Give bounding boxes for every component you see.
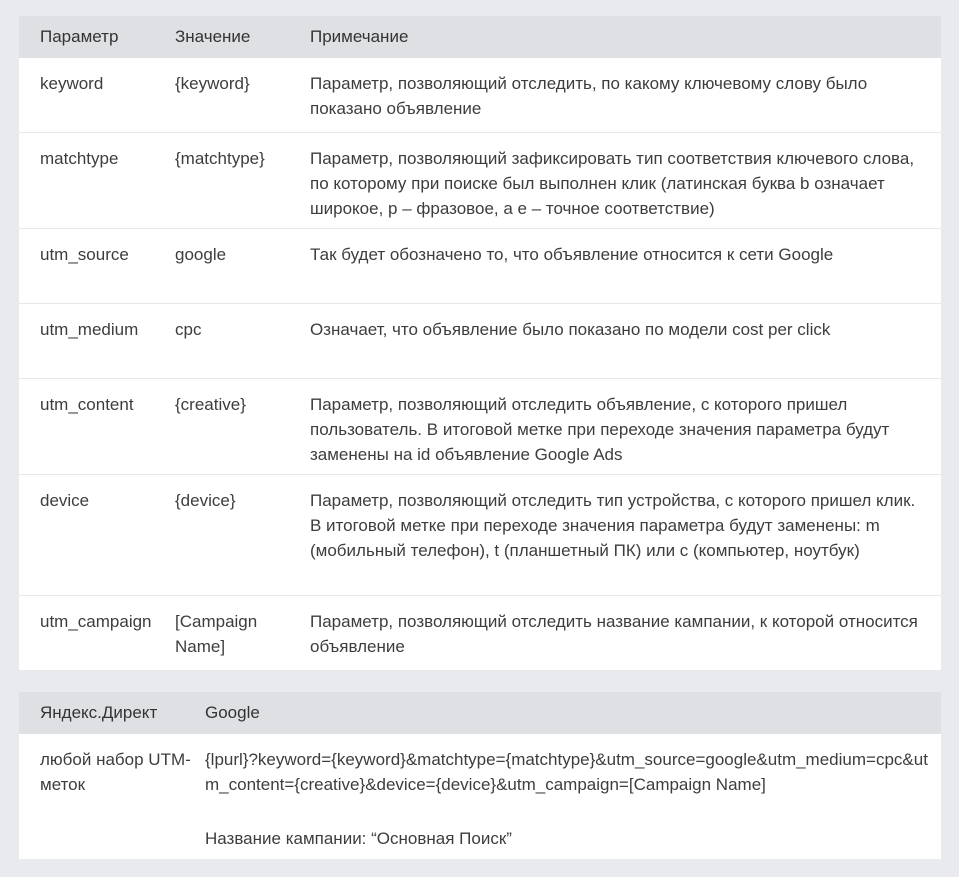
header-yandex: Яндекс.Директ bbox=[40, 703, 158, 722]
table-row bbox=[19, 379, 941, 475]
param-note: Параметр, позволяющий отследить объявление, с которого пришел пользователь. В итоговой метке при переходе значения параметра будут заменены на id объявление Google Ads bbox=[310, 395, 890, 464]
param-name: utm_campaign bbox=[40, 612, 152, 631]
param-value: cpc bbox=[175, 320, 202, 339]
table-row bbox=[19, 229, 941, 304]
param-value: {creative} bbox=[175, 395, 246, 414]
param-name: utm_source bbox=[40, 245, 129, 264]
table-row bbox=[19, 58, 941, 133]
param-note: Означает, что объявление было показано по модели cost per click bbox=[310, 320, 831, 339]
header-parameter: Параметр bbox=[40, 27, 119, 46]
google-tracking-url: {lpurl}?keyword={keyword}&matchtype={matchtype}&utm_source=google&utm_medium=cpc&utm_content={creative}&device={device}&utm_campaign=[Campaign Name] bbox=[205, 750, 928, 794]
table-row bbox=[19, 596, 941, 670]
header-google: Google bbox=[205, 703, 260, 722]
google-tracking-template bbox=[205, 734, 941, 859]
param-value: {device} bbox=[175, 491, 236, 510]
param-value: {keyword} bbox=[175, 74, 250, 93]
compare-table-header bbox=[19, 692, 941, 734]
param-note: Параметр, позволяющий отследить, по какому ключевому слову было показано объявление bbox=[310, 74, 868, 118]
param-note: Параметр, позволяющий зафиксировать тип соответствия ключевого слова, по которому при поиске был выполнен клик (латинская буква b означает широкое, p – фразовое, а e – точное соответствие) bbox=[310, 149, 915, 218]
param-name: keyword bbox=[40, 74, 104, 93]
table-row bbox=[19, 734, 941, 859]
param-name: utm_content bbox=[40, 395, 134, 414]
param-value: [Campaign Name] bbox=[175, 612, 258, 656]
table-row bbox=[19, 133, 941, 229]
campaign-name-text: Название кампании: “Основная Поиск” bbox=[205, 829, 512, 848]
params-table-header bbox=[19, 16, 941, 58]
param-note: Так будет обозначено то, что объявление относится к сети Google bbox=[310, 245, 834, 264]
table-row bbox=[19, 304, 941, 379]
yandex-utm-description: любой набор UTM-меток bbox=[40, 750, 191, 794]
table-row bbox=[19, 475, 941, 596]
param-name: device bbox=[40, 491, 90, 510]
param-note: Параметр, позволяющий отследить тип устройства, с которого пришел клик. В итоговой метке при переходе значения параметра будут заменены: m (мобильный телефон), t (планшетный ПК) или c (компьютер, ноутбук) bbox=[310, 491, 916, 560]
header-note: Примечание bbox=[310, 27, 409, 46]
yandex-google-comparison-table bbox=[19, 692, 941, 859]
param-value: google bbox=[175, 245, 227, 264]
param-name: matchtype bbox=[40, 149, 119, 168]
param-name: utm_medium bbox=[40, 320, 139, 339]
utm-parameters-table bbox=[19, 16, 941, 670]
header-value: Значение bbox=[175, 27, 251, 46]
param-note: Параметр, позволяющий отследить название кампании, к которой относится объявление bbox=[310, 612, 918, 656]
param-value: {matchtype} bbox=[175, 149, 265, 168]
